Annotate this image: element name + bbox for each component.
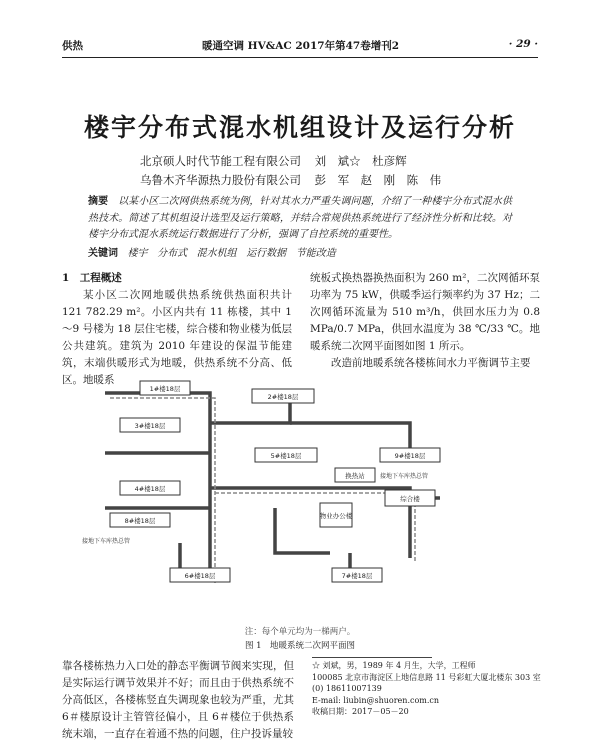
abstract <box>88 194 512 244</box>
author-names-2: 彭 军 赵 刚 陈 伟 <box>314 173 442 187</box>
keyword-3: 混水机组 <box>196 248 237 259</box>
footnote-phone: (0) 18611007139 <box>312 684 382 693</box>
author-row-2 <box>140 171 451 190</box>
footnote <box>312 660 542 718</box>
keywords <box>88 244 336 259</box>
right-paragraph-2: 改造前地暖系统各楼栋间水力平衡调节主要 <box>331 357 531 369</box>
label-building-1: 1#楼18层 <box>149 385 181 393</box>
figure-note: 注：每个单元均为一梯两户。 <box>244 627 356 637</box>
abstract-label: 摘要 <box>88 196 109 207</box>
right-column-top <box>310 270 540 372</box>
label-building-7: 7#楼18层 <box>341 572 373 580</box>
right-paragraph-1: 统板式换热器换热面积为 260 m²，二次网循环泵功率为 75 kW，供暖季运行频率约为 37 Hz；二次网循环流量为 510 m³/h，供回水压力为 0.8 MPa/0.7 MPa，供回水温度为 38 ℃/33 ℃。地暖系统二次网平面图如图 1 所示。 <box>310 272 540 352</box>
label-building-6: 6#楼18层 <box>184 572 216 580</box>
footnote-bio: ☆ 刘斌，男，1989 年 4 月生，大学，工程师 <box>312 661 476 670</box>
footnote-email: E-mail: liubin@shuoren.com.cn <box>312 695 440 705</box>
header-page-number: · 29 · <box>508 38 538 50</box>
label-right-pipe: 接地下车库热总管 <box>380 473 429 480</box>
figure-caption: 图 1 地暖系统二次网平面图 <box>244 641 356 651</box>
keyword-5: 节能改造 <box>295 248 336 259</box>
left-column-bottom <box>62 658 294 743</box>
label-building-8: 8#楼18层 <box>124 517 156 525</box>
label-station: 换热站 <box>345 472 365 480</box>
keyword-2: 分布式 <box>157 248 188 259</box>
label-left-pipe: 接地下车库热总管 <box>82 538 131 545</box>
author-block <box>140 152 451 190</box>
affiliation-2: 乌鲁木齐华源热力股份有限公司 <box>140 173 301 187</box>
keyword-4: 运行数据 <box>246 248 287 259</box>
label-building-5: 5#楼18层 <box>270 452 302 460</box>
keyword-1: 楼宇 <box>127 248 148 259</box>
author-names-1: 刘 斌☆ 杜彦辉 <box>314 154 407 168</box>
label-building-3: 3#楼18层 <box>134 422 166 430</box>
footnote-received: 收稿日期：2017－05－20 <box>312 707 409 716</box>
label-building-4: 4#楼18层 <box>134 485 166 493</box>
label-building-9: 9#楼18层 <box>394 452 426 460</box>
footnote-address: 100085 北京市海淀区上地信息路 11 号彩虹大厦北楼东 303 室 <box>312 672 541 682</box>
abstract-text: 以某小区二次网供热系统为例，针对其水力严重失调问题，介绍了一种楼宇分布式混水供热技术。简述了其机组设计选型及运行策略，并结合常规供热系统进行了经济性分析和比较。对楼宇分布式混水系统运行数据进行了分析，强调了自控系统的重要性。 <box>88 196 513 240</box>
left-paragraph: 某小区二次网地暖供热系统供热面积共计 121 782.29 m²。小区内共有 11 栋楼，其中 1～9 号楼为 18 层住宅楼，综合楼和物业楼为低层公共建筑。建筑为 2010 年建设的保温节能建筑，末端供暖形式为地暖，供热系统不分高、低区。地暖系 <box>62 289 292 386</box>
affiliation-1: 北京硕人时代节能工程有限公司 <box>140 154 301 168</box>
keywords-label: 关键词 <box>88 248 118 259</box>
label-building-2: 2#楼18层 <box>267 393 299 401</box>
left-bottom-paragraph: 靠各楼栋热力入口处的静态平衡调节阀来实现，但是实际运行调节效果并不好；而且由于供热系统不分高低区，各楼栋竖直失调现象也较为严重，尤其 6＃楼原设计主管管径偏小，且 6＃楼位于供热系统末端，一直存在着通不热的问题，住户投诉量较 <box>62 660 294 740</box>
figure-1-pipe-network <box>80 378 520 618</box>
label-complex: 综合楼 <box>400 495 420 503</box>
running-header <box>62 38 538 54</box>
label-property-office: 物业办公楼 <box>319 512 353 520</box>
footnote-rule <box>312 657 432 658</box>
section-1-heading: 1 工程概述 <box>62 272 122 284</box>
header-rule <box>62 57 538 58</box>
header-journal: 暖通空调 HV&AC 2017年第47卷增刊2 <box>202 40 400 52</box>
header-section: 供热 <box>62 40 83 52</box>
author-row-1 <box>140 152 451 171</box>
paper-title: 楼宇分布式混水机组设计及运行分析 <box>83 113 516 142</box>
left-column-top <box>62 270 292 389</box>
